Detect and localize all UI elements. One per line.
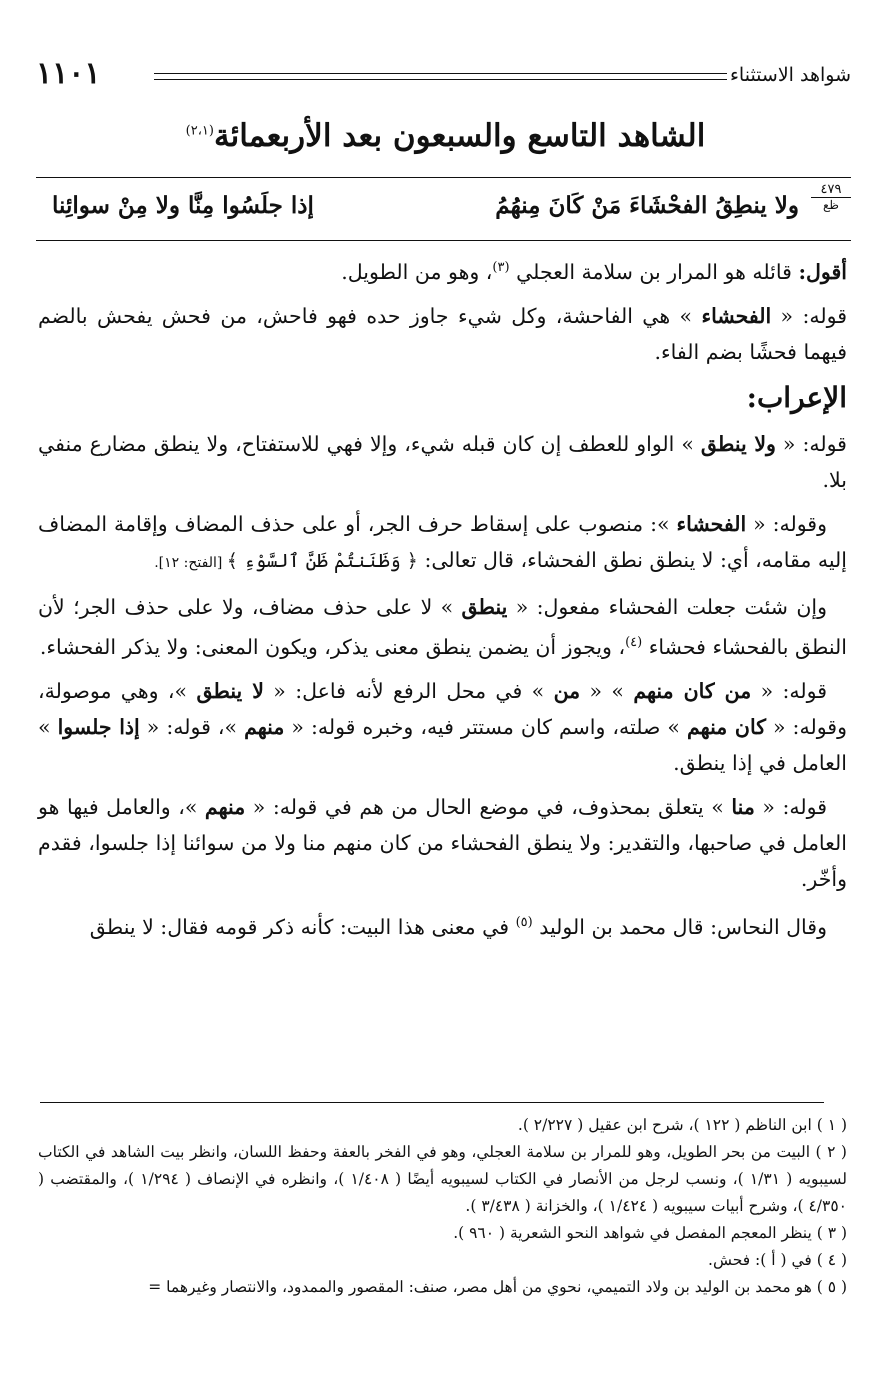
paragraph-text: ، ويجوز أن يضمن ينطق معنى يذكر، ويكون المعنى: ولا يذكر الفحشاء. — [39, 634, 626, 659]
paragraph-nahhas — [38, 905, 847, 945]
paragraph-text: » في محل الرفع لأنه فاعل: « — [263, 678, 554, 703]
paragraph-text: وإن شئت جعلت الفحشاء مفعول: « — [507, 594, 827, 619]
section-title-irab: الإعراب: — [746, 380, 847, 414]
bold-term: كان منهم — [687, 714, 766, 739]
paragraph-text: قوله: « — [775, 431, 847, 456]
paragraph-text: »: منصوب على إسقاط حرف الجر، أو على حذف المضاف وإقامة المضاف إليه مقامه، أي: لا ينطق نطق الفحشاء، قال تعالى: — [38, 511, 847, 572]
paragraph-text: ، وهو من الطويل. — [341, 259, 493, 284]
footnote-separator — [40, 1102, 824, 1103]
bold-term: ينطق — [461, 594, 508, 619]
footnote-item: ( ٥ ) هو محمد بن الوليد بن ولاد التميمي، نحوي من أهل مصر، صنف: المقصور والممدود، والانتصار وغيرهما = — [148, 1278, 847, 1296]
paragraph-mansub — [38, 506, 847, 581]
quran-quote: ﴿ وَظَنَنتُمْ ظَنَّ ٱلسَّوْءِ ﴾ — [226, 549, 418, 572]
paragraph-attribution — [38, 250, 847, 290]
bold-term: الفحشاء — [676, 511, 747, 536]
paragraph-label: أقول: — [798, 259, 847, 284]
quran-reference: [الفتح: ١٢]. — [154, 554, 227, 571]
bold-term: لا ينطق — [196, 678, 264, 703]
footnote-marker: (٤) — [625, 634, 643, 650]
paragraph-fahsha — [38, 298, 847, 370]
bold-term: منهم — [204, 794, 246, 819]
paragraph-minna — [38, 789, 847, 897]
paragraph-text: » هي الفاحشة، وكل شيء جاوز حده فهو فاحش، من فحش يفحش بالضم فيهما فحشًا بضم الفاء. — [38, 303, 847, 364]
bold-term: منهم — [244, 714, 285, 739]
verse-box — [36, 177, 851, 241]
verse-second-hemistich: إذا جلَسُوا مِنَّا ولا مِنْ سوائِنا — [52, 192, 314, 219]
paragraph-text: قوله: « — [754, 794, 828, 819]
chapter-heading — [0, 118, 891, 154]
body-text — [38, 250, 847, 952]
paragraph-text: »، والعامل فيها هو العامل في صاحبها، والتقدير: ولا ينطق الفحشاء من كان منهم منا ولا من سوائنا إذا جلسوا، فقدم وأخّر. — [38, 794, 847, 891]
paragraph-man — [38, 673, 847, 781]
paragraph-text: » لا على حذف مضاف، ولا على حذف الجر؛ لأن النطق بالفحشاء فحشاء — [38, 594, 847, 659]
footnote-item: ( ٢ ) البيت من بحر الطويل، وهو للمرار بن سلامة العجلي، وهو في الفخر بالعفة وحفظ اللسان، وانظر بيت الشاهد في الكتاب لسيبويه ( ١/٣١ )، ونسب لرجل من الأنصار في الكتاب لسيبويه أيضًا ( ١/٤٠٨ )، وانظره في الإنصاف ( ١/٢٩٤ )، والمقتضب ( ٤/٣٥٠ )، وشرح أبيات سيبويه ( ١/٤٢٤ )، والخزانة ( ٣/٤٣٨ ). — [38, 1143, 847, 1215]
bold-term: ولا ينطق — [700, 431, 776, 456]
footnote-item: ( ٤ ) في ( أ ): فحش. — [708, 1251, 847, 1269]
bold-term: إذا جلسوا — [57, 714, 140, 739]
footnote-item: ( ١ ) ابن الناظم ( ١٢٢ )، شرح ابن عقيل ( ٢/٢٢٧ ). — [517, 1116, 847, 1134]
paragraph-text: وقال النحاس: قال محمد بن الوليد — [532, 914, 827, 939]
header-double-rule — [154, 73, 727, 80]
footnote-marker: (٥) — [515, 914, 533, 930]
paragraph-text: » الواو للعطف إن كان قبله شيء، وإلا فهي للاستفتاح، ولا ينطق مضارع منفي بلا. — [38, 431, 847, 492]
running-title: شواهد الاستثناء — [729, 64, 851, 86]
paragraph-text: »، وهي موصولة، وقوله: « — [38, 678, 847, 739]
paragraph-text: » صلته، واسم كان مستتر فيه، وخبره قوله: « — [284, 714, 687, 739]
bold-term: الفحشاء — [701, 303, 772, 328]
verse-first-hemistich: ولا ينطِقُ الفحْشَاءَ مَنْ كَانَ مِنهُمُ — [495, 192, 799, 219]
footnote-marker: (٣) — [492, 260, 510, 275]
bold-term: من — [553, 678, 581, 703]
verse-number-tag: ظع — [823, 198, 839, 212]
verse-number — [811, 182, 851, 213]
footnote-item: ( ٣ ) ينظر المعجم المفصل في شواهد النحو الشعرية ( ٩٦٠ ). — [453, 1224, 847, 1242]
paragraph-text: »، قوله: « — [139, 714, 245, 739]
page-number: ١١٠١ — [36, 56, 101, 91]
paragraph-mafool — [38, 589, 847, 665]
paragraph-text: » « — [580, 678, 634, 703]
verse-number-value: ٤٧٩ — [811, 182, 851, 198]
bold-term: من كان منهم — [633, 678, 752, 703]
running-header — [36, 56, 851, 90]
paragraph-text: وقوله: « — [746, 511, 828, 536]
heading-text: الشاهد التاسع والسبعون بعد الأربعمائة — [213, 118, 706, 154]
paragraph-text: » يتعلق بمحذوف، في موضع الحال من هم في قوله: « — [245, 794, 732, 819]
paragraph-text: قوله: « — [771, 303, 848, 328]
bold-term: منا — [731, 794, 755, 819]
paragraph-text: في معنى هذا البيت: كأنه ذكر قومه فقال: لا ينطق — [89, 914, 516, 939]
footnotes — [38, 1112, 847, 1301]
heading-footnote-marker: (٢،١) — [185, 123, 214, 139]
paragraph-text: قائله هو المرار بن سلامة العجلي — [509, 259, 799, 284]
paragraph-text: قوله: « — [751, 678, 828, 703]
paragraph-yantiq — [38, 426, 847, 498]
paragraph-text: » العامل في إذا ينطق. — [38, 714, 847, 775]
